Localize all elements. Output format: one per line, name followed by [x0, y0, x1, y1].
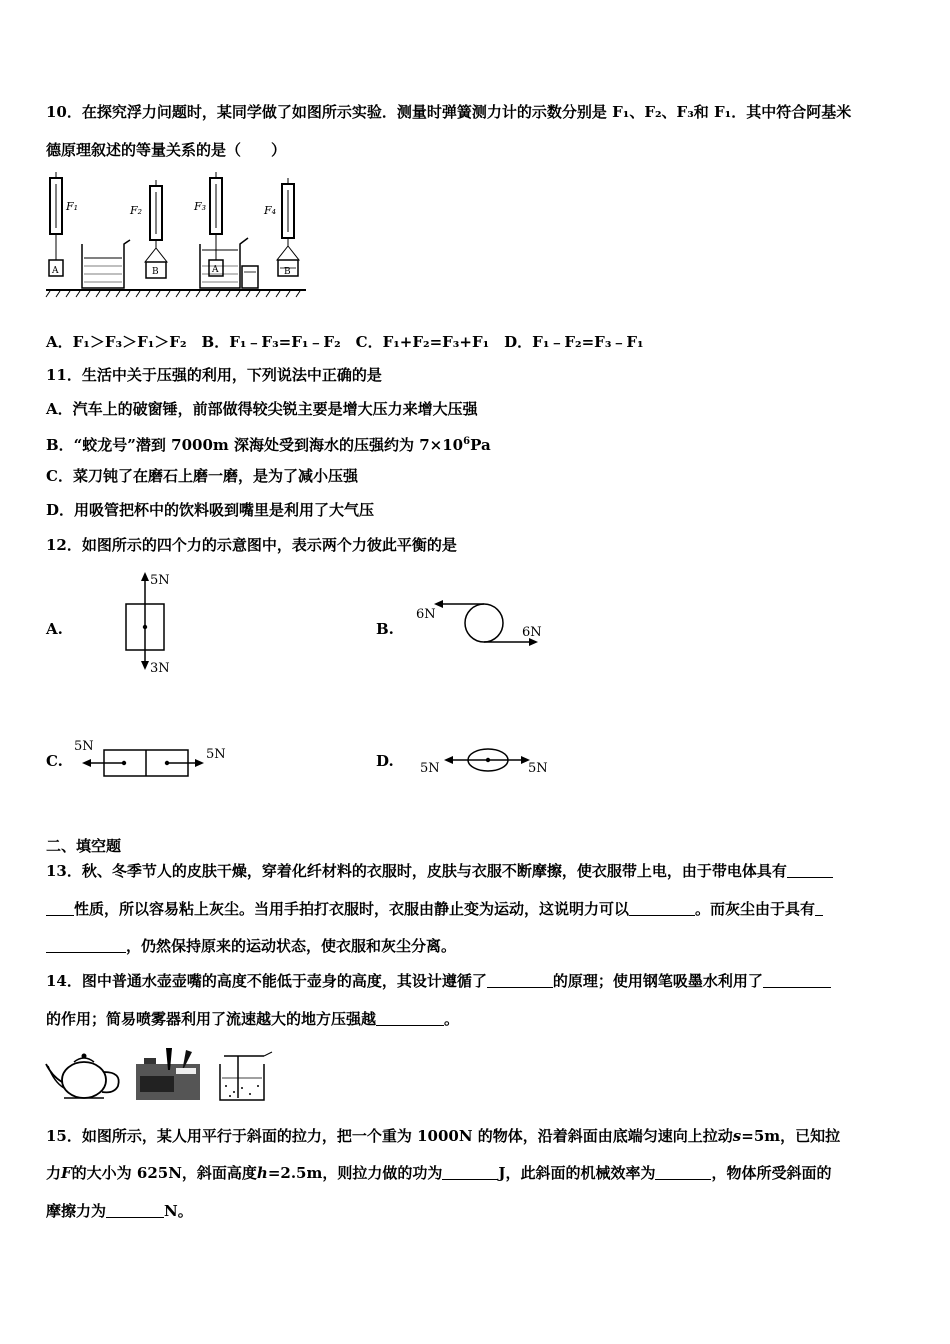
force-a-bottom-label: 3N — [150, 661, 170, 676]
q15-blank-2 — [655, 1164, 711, 1180]
q15-line2 — [46, 1163, 832, 1183]
q12-label-a: A. — [46, 620, 63, 638]
q14-line2-text-a: 的作用；简易喷雾器利用了流速越大的地方压强越 — [46, 1010, 377, 1028]
force-c-left-label: 5N — [74, 739, 94, 754]
q13-line2-text-a: 性质，所以容易粘上灰尘。当用手拍打衣服时，衣服由静止变为运动，这说明力可以 — [74, 900, 630, 918]
force-d-right-label: 5N — [528, 761, 548, 776]
q15-line2-text-c: =2.5m，则拉力做的功为 — [267, 1164, 443, 1182]
spring-scale-1 — [49, 172, 63, 276]
q13-line2-text-b: 。而灰尘由于具有 — [695, 900, 816, 918]
q15-line1-text-b: =5m，已知拉 — [741, 1127, 841, 1145]
force-diagram-a — [118, 568, 188, 680]
block-label-1: A — [52, 266, 59, 276]
q14-line1-text-b: 的原理；使用钢笔吸墨水利用了 — [552, 972, 763, 990]
q11-stem: 11．生活中关于压强的利用，下列说法中正确的是 — [46, 366, 382, 384]
q13-line3 — [46, 936, 456, 956]
q15-var-s: s — [732, 1127, 742, 1145]
q12-label-b: B. — [376, 620, 394, 638]
spring-scale-2 — [145, 180, 167, 278]
q15-line1-text-a: 15．如图所示，某人用平行于斜面的拉力，把一个重为 1000N 的物体，沿着斜面由底端匀速向上拉动 — [46, 1127, 733, 1145]
q11-option-b-text: B．“蛟龙号”潜到 7000m 深海处受到海水的压强约为 7×10 — [46, 436, 464, 454]
section-title: 二、填空题 — [46, 837, 122, 855]
q15-blank-1 — [442, 1164, 498, 1180]
q10-line1: 10．在探究浮力问题时，某同学做了如图所示实验．测量时弹簧测力计的示数分别是 F₁、F₂、F₃和 F₁．其中符合阿基米 — [46, 103, 852, 121]
q15-blank-3 — [106, 1202, 164, 1218]
q15-line3-text-b: N。 — [164, 1202, 193, 1220]
force-b-right-label: 6N — [522, 625, 542, 640]
q11-option-b-unit: Pa — [470, 436, 491, 454]
overflow-beaker-1 — [82, 240, 130, 288]
force-c-right-label: 5N — [206, 747, 226, 762]
q13-line3-text: ，仍然保持原来的运动状态，使衣服和灰尘分离。 — [126, 937, 457, 955]
scale-label-4: F₄ — [264, 204, 277, 217]
block-label-4: B — [284, 267, 291, 277]
q15-line2-text-b: 的大小为 625N，斜面高度 — [71, 1164, 257, 1182]
q12-label-d: D. — [376, 752, 394, 770]
q11-option-b-exponent: 6 — [463, 436, 471, 447]
q15-line3-text-a: 摩擦力为 — [46, 1202, 107, 1220]
q13-line1-text: 13．秋、冬季节人的皮肤干燥，穿着化纤材料的衣服时，皮肤与衣服不断摩擦，使衣服带上电，由于带电体具有 — [46, 862, 787, 880]
q14-blank-1 — [487, 972, 553, 988]
spring-scale-3 — [209, 172, 223, 276]
q12-label-c: C. — [46, 752, 63, 770]
block-label-2: B — [152, 267, 159, 277]
scale-label-1: F₁ — [66, 200, 79, 213]
force-a-top-label: 5N — [150, 573, 170, 588]
q14-blank-2 — [763, 972, 831, 988]
force-b-left-label: 6N — [416, 607, 436, 622]
q13-line2 — [46, 899, 823, 919]
q10-line2: 德原理叙述的等量关系的是（ ） — [46, 141, 287, 159]
q13-blank-3a — [815, 900, 823, 916]
q15-line2-text-a: 力 — [46, 1164, 62, 1182]
overflow-beaker-2 — [200, 238, 248, 288]
buoyancy-experiment-figure — [44, 170, 314, 300]
q14-blank-3 — [376, 1010, 444, 1026]
q15-line1 — [46, 1126, 840, 1146]
q14-line1-text-a: 14．图中普通水壶壶嘴的高度不能低于壶身的高度，其设计遵循了 — [46, 972, 487, 990]
q11-option-d: D．用吸管把杯中的饮料吸到嘴里是利用了大气压 — [46, 501, 375, 519]
catch-cup — [242, 266, 258, 288]
q13-blank-1b — [46, 900, 74, 916]
q13-blank-2 — [629, 900, 695, 916]
q15-line3 — [46, 1201, 193, 1221]
sprayer-icon — [214, 1048, 280, 1104]
force-diagram-b — [414, 592, 550, 652]
q10-options: A．F₁＞F₃＞F₁＞F₂ B．F₁﹣F₃=F₁﹣F₂ C．F₁+F₂=F₃+F₁ D．F₁﹣F₂=F₃﹣F₁ — [46, 333, 644, 351]
q14-line2 — [46, 1009, 459, 1029]
q11-option-c: C．菜刀钝了在磨石上磨一磨，是为了减小压强 — [46, 467, 358, 485]
scale-label-2: F₂ — [130, 204, 143, 217]
q15-var-h: h — [256, 1164, 268, 1182]
q11-option-b — [46, 432, 491, 455]
scale-label-3: F₃ — [194, 200, 207, 213]
q13-line1 — [46, 861, 833, 881]
q15-line2-text-e: ，物体所受斜面的 — [711, 1164, 832, 1182]
block-label-3: A — [212, 265, 219, 275]
force-d-left-label: 5N — [420, 761, 440, 776]
q12-stem: 12．如图所示的四个力的示意图中，表示两个力彼此平衡的是 — [46, 536, 457, 554]
kettle-icon — [44, 1046, 126, 1102]
force-diagram-d — [418, 742, 554, 778]
spring-scale-4 — [277, 178, 299, 276]
q14-line1 — [46, 971, 831, 991]
force-diagram-c — [74, 734, 234, 782]
q15-line2-text-d: J，此斜面的机械效率为 — [498, 1164, 656, 1182]
q13-blank-1a — [787, 862, 833, 878]
q14-line2-text-b: 。 — [444, 1010, 460, 1028]
q15-var-f: F — [61, 1164, 72, 1182]
fountain-pen-icon — [132, 1046, 204, 1102]
q11-option-a: A．汽车上的破窗锤，前部做得较尖锐主要是增大压力来增大压强 — [46, 400, 478, 418]
q13-blank-3b — [46, 937, 126, 953]
